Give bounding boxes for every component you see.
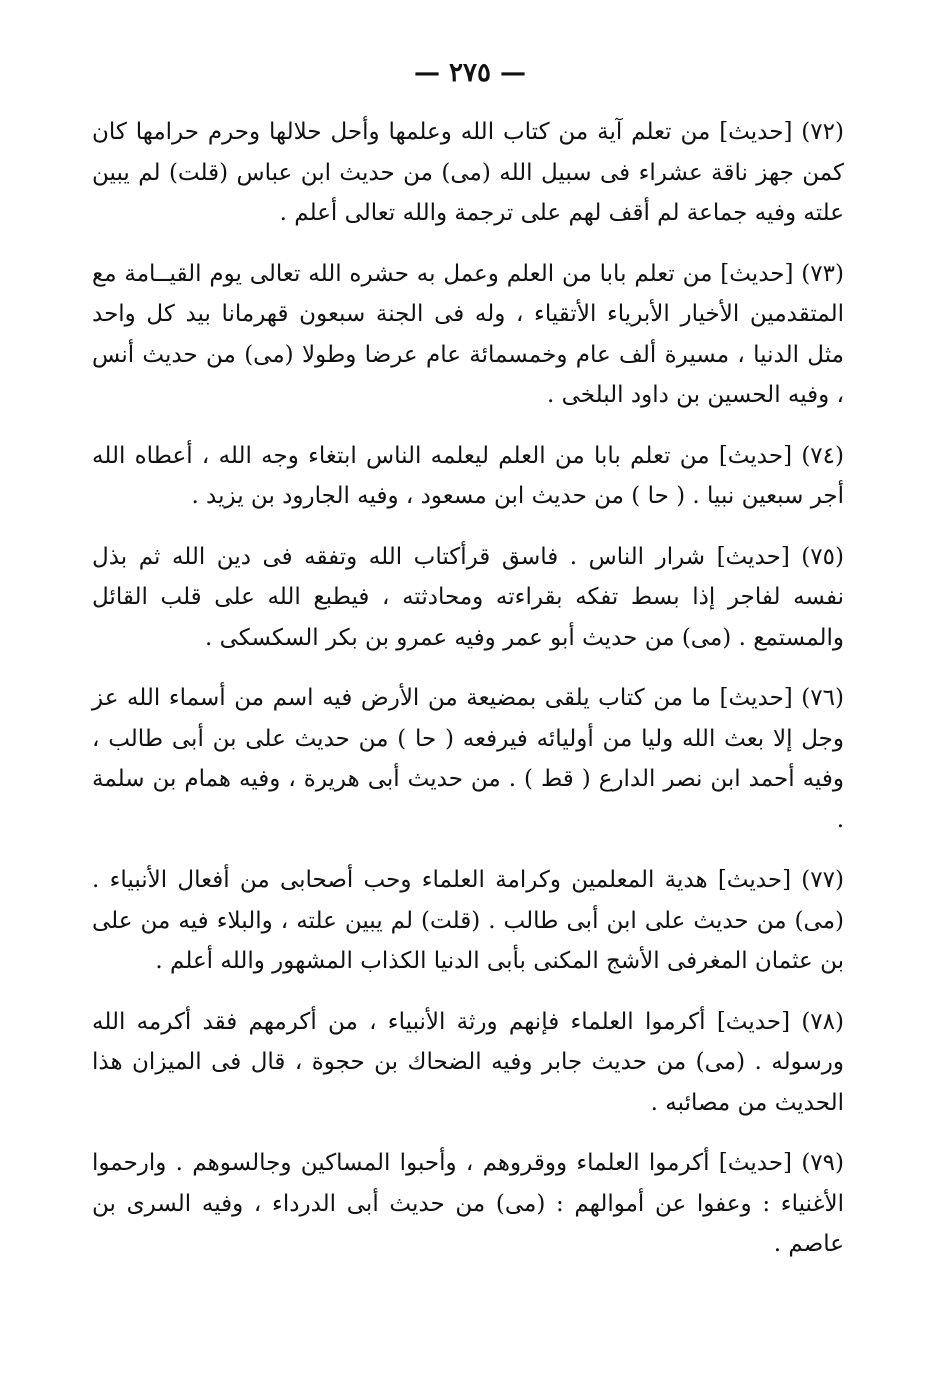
page-number: — ٢٧٥ — [413,58,527,88]
hadith-entry-74: (٧٤) [حديث] من تعلم بابا من العلم ليعلمه الناس ابتغاء وجه الله ، أعطاه الله أجر سبعين نبيا . ( حا ) من حديث ابن مسعود ، وفيه الجارود بن يزيد . [92,442,844,509]
hadith-entry-78: (٧٨) [حديث] أكرموا العلماء فإنهم ورثة الأنبياء ، من أكرمهم فقد أكرمه الله ورسوله . (مى) من حديث جابر وفيه الضحاك بن حجوة ، قال فى الميزان هذا الحديث من مصائبه . [92,1008,844,1116]
hadith-entry-79: (٧٩) [حديث] أكرموا العلماء ووقروهم ، وأحبوا المساكين وجالسوهم . وارحموا الأغنياء : وعفوا عن أموالهم : (مى) من حديث أبى الدرداء ، وفيه السرى بن عاصم . [92,1150,844,1257]
hadith-entry-73: (٧٣) [حديث] من تعلم بابا من العلم وعمل به حشره الله تعالى يوم القيــامة مع المتقدمين الأخيار الأبرياء الأتقياء ، وله فى الجنة سبعون قهرمانا بيد كل واحد مثل الدنيا ، مسيرة ألف عام وخمسمائة عام عرضا وطولا (مى) من حديث أنس ، وفيه الحسين بن داود البلخى . [92,260,844,408]
hadith-entry-77: (٧٧) [حديث] هدية المعلمين وكرامة العلماء وحب أصحابى من أفعال الأنبياء . (مى) من حديث على ابن أبى طالب . (قلت) لم يبين علته ، والبلاء فيه من على بن عثمان المغرفى الأشج المكنى بأبى الدنيا الكذاب المشهور والله أعلم . [92,867,844,974]
hadith-entry-75: (٧٥) [حديث] شرار الناس . فاسق قرأكتاب الله وتفقه فى دين الله ثم بذل نفسه لفاجر إذا بسط تفكه بقراءته ومحادثته ، فيطبع الله على قلب القائل والمستمع . (مى) من حديث أبو عمر وفيه عمرو بن بكر السكسكى . [92,543,844,651]
hadith-entry-76: (٧٦) [حديث] ما من كتاب يلقى بمضيعة من الأرض فيه اسم من أسماء الله عز وجل إلا بعث الله وليا من أوليائه فيرفعه ( حا ) من حديث على بن أبى طالب ، وفيه أحمد ابن نصر الدارع ( قط ) . من حديث أبى هريرة ، وفيه همام بن سلمة . [92,685,845,833]
hadith-list [92,112,844,1265]
hadith-entry-72: (٧٢) [حديث] من تعلم آية من كتاب الله وعلمها وأحل حلالها وحرم حرامها كان كمن جهز ناقة عشراء فى سبيل الله (مى) من حديث ابن عباس (قلت) لم يبين علته وفيه جماعة لم أقف لهم على ترجمة والله تعالى أعلم . [92,119,844,226]
